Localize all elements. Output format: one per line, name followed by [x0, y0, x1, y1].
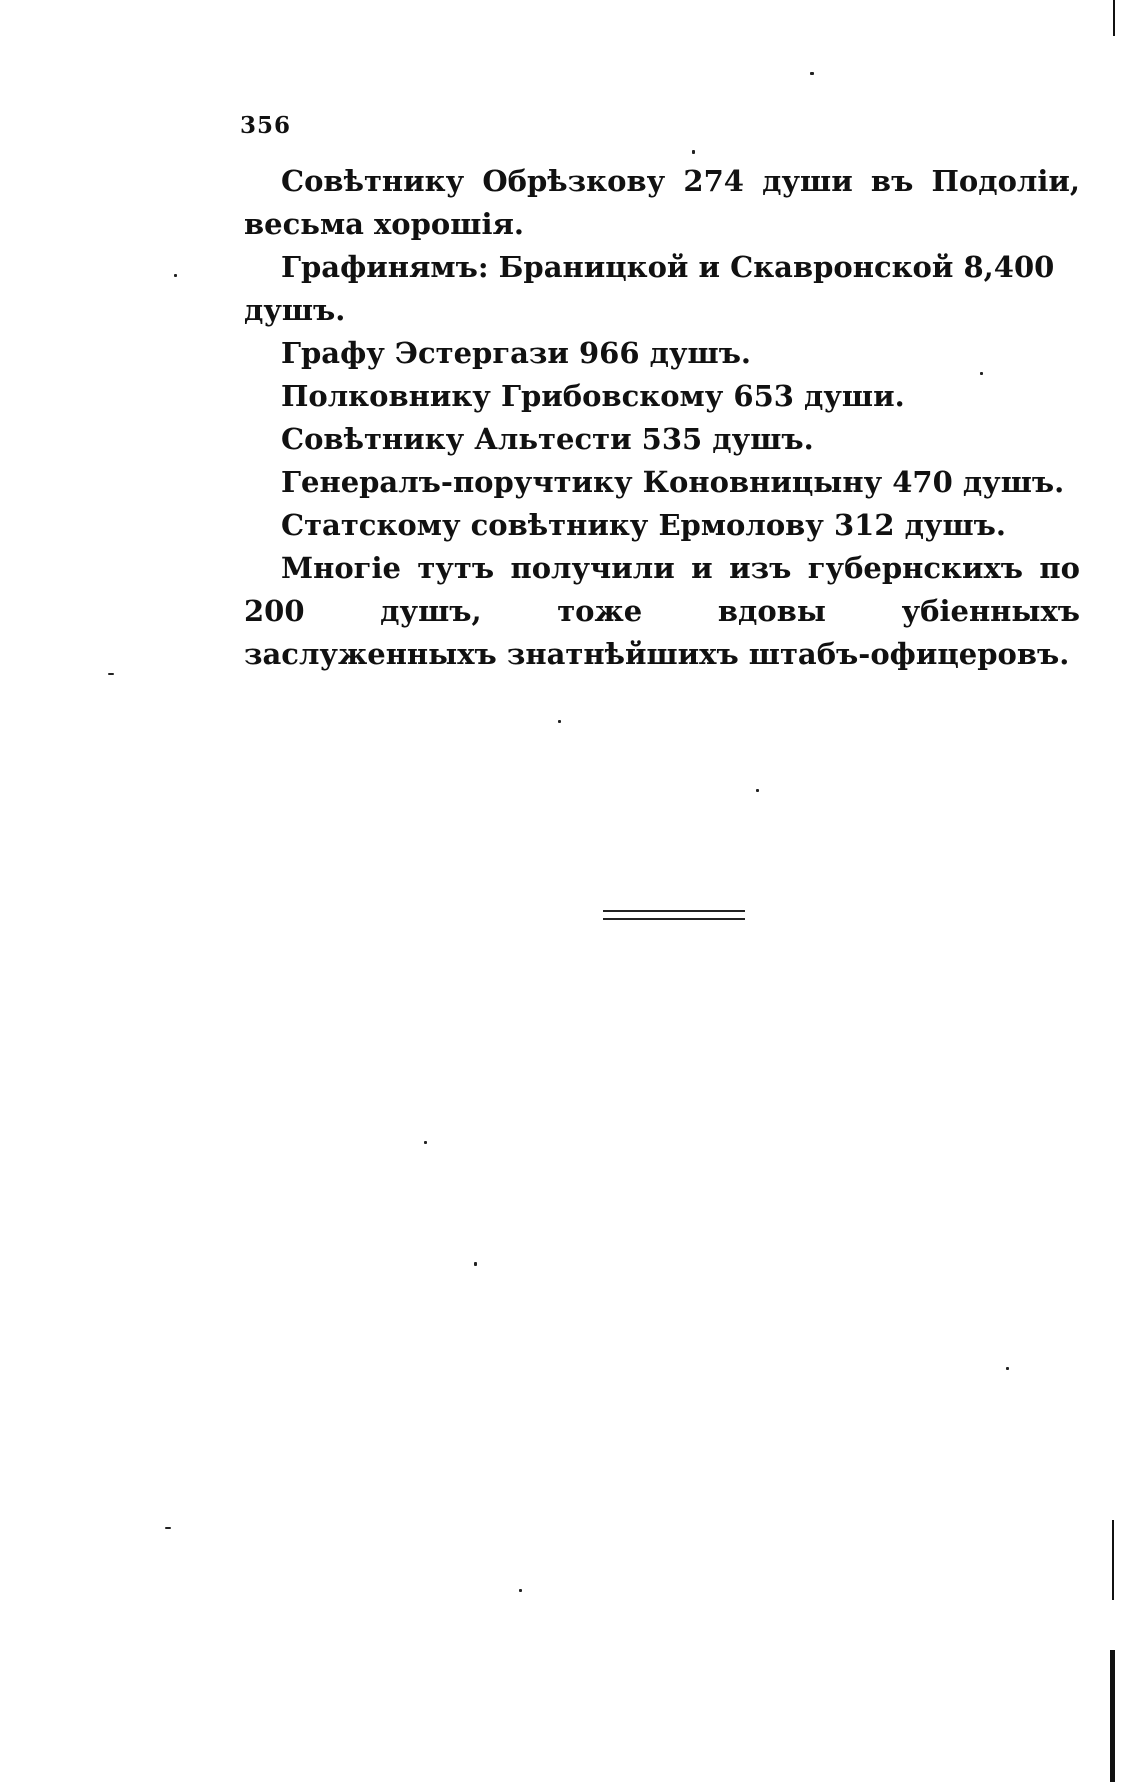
- scan-speck: [1006, 1367, 1009, 1370]
- scan-edge-mark: [1112, 1520, 1114, 1600]
- section-divider: [603, 910, 745, 920]
- page-number: 356: [240, 112, 292, 139]
- scan-speck: [165, 1527, 171, 1529]
- scan-edge-mark: [1113, 0, 1115, 36]
- paragraph-2: Графинямъ: Браницкой и Скавронской 8,400 душъ.: [244, 250, 1055, 327]
- scan-edge-mark: [1110, 1650, 1115, 1782]
- scan-speck: [174, 274, 177, 277]
- paragraph-5: Совѣтнику Альтести 535 душъ.: [281, 422, 814, 456]
- scan-speck: [558, 720, 561, 723]
- scan-speck: [980, 372, 983, 375]
- text-block: [244, 160, 1080, 676]
- paragraph-6: Генералъ-поручтику Коновницыну 470 душъ.: [281, 465, 1065, 499]
- paragraph-8: Многіе тутъ получили и изъ губернскихъ по 200 душъ, тоже вдовы убіенныхъ заслуженныхъ знатнѣйшихъ штабъ-офицеровъ.: [244, 551, 1080, 671]
- scan-speck: [519, 1589, 522, 1592]
- scan-speck: [756, 789, 759, 792]
- scan-speck: [474, 1262, 477, 1266]
- scan-speck: [810, 72, 814, 75]
- scan-speck: [424, 1141, 427, 1144]
- paragraph-3: Графу Эстергази 966 душъ.: [281, 336, 752, 370]
- paragraph-1: Совѣтнику Обрѣзкову 274 души въ Подоліи, весьма хорошія.: [244, 164, 1080, 241]
- scan-speck: [692, 150, 695, 154]
- scan-speck: [108, 673, 114, 675]
- paragraph-7: Статскому совѣтнику Ермолову 312 душъ.: [281, 508, 1006, 542]
- paragraph-4: Полковнику Грибовскому 653 души.: [281, 379, 905, 413]
